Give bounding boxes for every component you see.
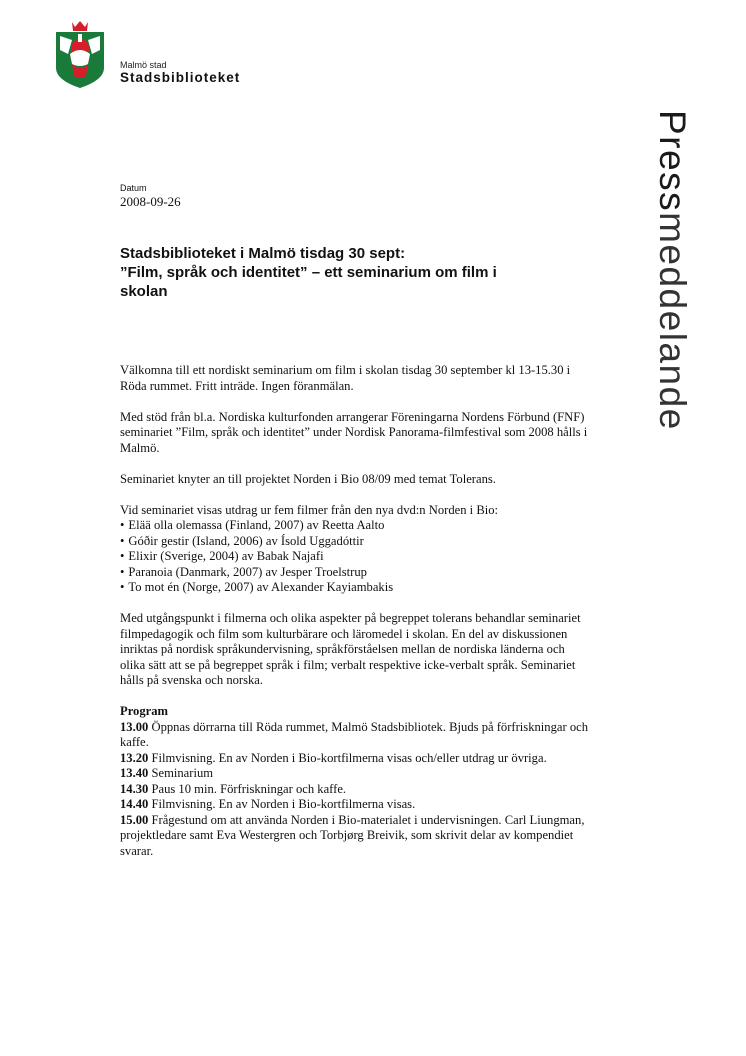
paragraph-intro: Välkomna till ett nordiskt seminarium om film i skolan tisdag 30 september kl 13-15.30 i Röda rummet. Fritt inträde. Ingen föranmälan. <box>120 363 571 393</box>
program-text: Öppnas dörrarna till Röda rummet, Malmö Stadsbibliotek. Bjuds på förfriskningar och kaffe. <box>120 719 588 749</box>
program-time: 13.20 <box>120 750 149 765</box>
film-title: To mot én (Norge, 2007) av Alexander Kayiambakis <box>128 580 394 594</box>
headline-line-3: skolan <box>120 283 168 300</box>
program-text: Filmvisning. En av Norden i Bio-kortfilmerna visas och/eller utdrag ur övriga. <box>148 750 547 765</box>
headline-line-1: Stadsbiblioteket i Malmö tisdag 30 sept: <box>120 245 406 262</box>
program-text: Frågestund om att använda Norden i Bio-materialet i undervisningen. Carl Liungman, projektledare samt Eva Westergren och Torbjørg Breivik, som skrivit delar av kompendiet svarar. <box>120 812 585 858</box>
list-item <box>120 565 590 581</box>
program-time: 14.30 <box>120 781 149 796</box>
organization-name <box>120 60 240 86</box>
program-item <box>120 782 590 798</box>
list-item <box>120 549 590 565</box>
paragraph-films-intro: Vid seminariet visas utdrag ur fem filmer från den nya dvd:n Norden i Bio: <box>120 502 499 517</box>
program-text: Seminarium <box>148 766 214 780</box>
film-title: Elixir (Sverige, 2004) av Babak Najafi <box>128 549 324 563</box>
headline <box>120 244 580 301</box>
program-time: 14.40 <box>120 797 149 811</box>
org-city: Malmö stad <box>120 60 167 70</box>
press-release-body <box>120 363 590 859</box>
program-item <box>120 813 590 860</box>
film-title: Elää olla olemassa (Finland, 2007) av Reetta Aalto <box>128 518 385 532</box>
date-label: Datum <box>120 183 147 193</box>
program-time: 13.40 <box>120 766 149 780</box>
program-item <box>120 720 590 751</box>
film-title: Paranoia (Danmark, 2007) av Jesper Troelstrup <box>128 564 367 579</box>
program-text: Filmvisning. En av Norden i Bio-kortfilmerna visas. <box>148 797 416 811</box>
vertical-title-meddelande: meddelande <box>652 212 693 431</box>
malmo-coat-of-arms-logo <box>52 20 108 90</box>
paragraph-project: Seminariet knyter an till projektet Norden i Bio 08/09 med temat Tolerans. <box>120 471 496 486</box>
program-time: 13.00 <box>120 719 149 734</box>
program-item <box>120 766 590 782</box>
film-list <box>120 518 590 596</box>
program-item <box>120 797 590 813</box>
pressmeddelande-vertical-title <box>612 110 712 550</box>
paragraph-discussion: Med utgångspunkt i filmerna och olika aspekter på begreppet tolerans behandlar seminariet filmpedagogik och film som kulturbärare och läromedel i skolan. En del av diskussionen inriktas på nordisk språkundervisning, språkförståelsen mellan de nordiska länderna och olika sätt att se på begreppet språk i film; verbalt respektive icke-verbalt språk. Seminariet hålls på svenska och norska. <box>120 611 581 687</box>
program-item <box>120 751 590 767</box>
program-heading: Program <box>120 704 169 718</box>
program-text: Paus 10 min. Förfriskningar och kaffe. <box>148 781 347 796</box>
vertical-title-press: Press <box>652 110 693 213</box>
headline-line-2: ”Film, språk och identitet” – ett seminarium om film i <box>120 264 497 281</box>
list-item <box>120 534 590 550</box>
date-value: 2008-09-26 <box>120 194 181 209</box>
film-title: Góðir gestir (Island, 2006) av Ísold Uggadóttir <box>128 533 364 548</box>
program-time: 15.00 <box>120 812 149 827</box>
org-library: Stadsbiblioteket <box>120 70 241 85</box>
list-item <box>120 518 590 534</box>
paragraph-organizers: Med stöd från bl.a. Nordiska kulturfonden arrangerar Föreningarna Nordens Förbund (FNF) seminariet ”Film, språk och identitet” under Nordisk Panorama-filmfestival som 2008 hålls i Malmö. <box>120 409 588 455</box>
list-item <box>120 580 590 596</box>
